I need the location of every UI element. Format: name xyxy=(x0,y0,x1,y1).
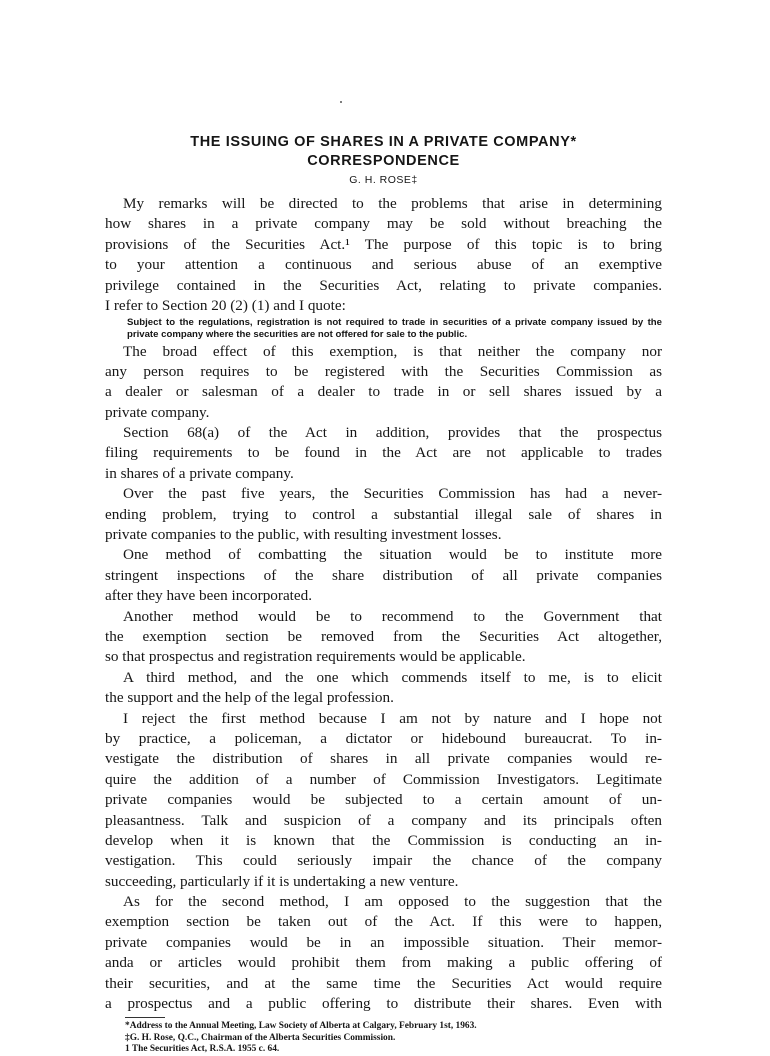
text-line: One method of combatting the situation would be to institute more xyxy=(123,546,662,564)
text-line: private company. xyxy=(105,403,210,421)
text-line: by practice, a policeman, a dictator or hidebound bureaucrat. To in- xyxy=(105,729,662,747)
paragraph xyxy=(105,342,662,424)
text-line: vestigation. This could seriously impair the chance of the company xyxy=(105,852,662,870)
title-line-1: THE ISSUING OF SHARES IN A PRIVATE COMPANY* xyxy=(190,134,577,150)
text-line: a prospectus and a public offering to distribute their shares. Even with xyxy=(105,995,662,1013)
paragraph xyxy=(105,545,662,606)
text-line: after they have been incorporated. xyxy=(105,587,313,605)
block-quote: Subject to the regulations, registration is not required to trade in securities of a private company issued by the private company where the securities are not offered for sale to the public. xyxy=(127,317,662,340)
text-line: My remarks will be directed to the problems that arise in determining xyxy=(123,195,662,212)
text-line: The broad effect of this exemption, is that neither the company nor xyxy=(123,342,662,360)
text-line: any person requires to be registered with the Securities Commission as xyxy=(105,362,662,380)
text-line: private companies would be subjected to a certain amount of un- xyxy=(105,791,662,809)
text-line: their securities, and at the same time the Securities Act would require xyxy=(105,974,662,992)
paragraph xyxy=(105,194,662,316)
paragraph xyxy=(105,607,662,668)
paragraph xyxy=(105,484,662,545)
paragraph xyxy=(105,423,662,484)
text-line: privilege contained in the Securities Act, relating to private companies. xyxy=(105,276,662,294)
text-line: pleasantness. Talk and suspicion of a company and its principals often xyxy=(105,811,662,829)
paragraph xyxy=(105,709,662,893)
text-line: I refer to Section 20 (2) (1) and I quote: xyxy=(105,296,346,314)
text-line: Over the past five years, the Securities Commission has had a never- xyxy=(123,485,662,503)
article-author: G. H. ROSE‡ xyxy=(349,174,418,186)
text-line: in shares of a private company. xyxy=(105,464,294,482)
title-line-2: CORRESPONDENCE xyxy=(307,153,460,169)
text-line: vestigate the distribution of shares in all private companies would re- xyxy=(105,750,662,768)
text-line: how shares in a private company may be sold without breaching the xyxy=(105,215,662,233)
text-line: private companies would be in an impossible situation. Their memor- xyxy=(105,933,662,951)
text-line: provisions of the Securities Act.¹ The purpose of this topic is to bring xyxy=(105,235,662,253)
text-line: so that prospectus and registration requirements would be applicable. xyxy=(105,648,526,666)
footnotes xyxy=(125,1021,662,1055)
text-line: the exemption section be removed from the Securities Act altogether, xyxy=(105,628,662,645)
footnote: 1 The Securities Act, R.S.A. 1955 c. 64. xyxy=(125,1044,280,1055)
paragraph xyxy=(105,892,662,1014)
text-line: develop when it is known that the Commission is conducting an in- xyxy=(105,831,662,849)
text-line: ending problem, trying to control a substantial illegal sale of shares in xyxy=(105,505,662,523)
text-line: anda or articles would prohibit them from making a public offering of xyxy=(105,954,662,972)
article-body xyxy=(105,194,662,1014)
text-line: filing requirements to be found in the Act are not applicable to trades xyxy=(105,444,662,462)
text-line: private companies to the public, with resulting investment losses. xyxy=(105,526,502,544)
scan-speck xyxy=(340,101,342,103)
footnote: *Address to the Annual Meeting, Law Society of Alberta at Calgary, February 1st, 1963. xyxy=(125,1021,477,1032)
text-line: As for the second method, I am opposed to the suggestion that the xyxy=(123,893,662,911)
text-line: I reject the first method because I am not by nature and I hope not xyxy=(123,709,662,727)
article-title xyxy=(105,133,662,171)
paragraph xyxy=(105,668,662,709)
footnote-rule xyxy=(125,1017,165,1018)
text-line: the support and the help of the legal profession. xyxy=(105,689,394,707)
text-line: exemption section be taken out of the Act. If this were to happen, xyxy=(105,913,662,931)
text-line: stringent inspections of the share distribution of all private companies xyxy=(105,566,662,584)
article-page xyxy=(105,133,662,1056)
text-line: quire the addition of a number of Commission Investigators. Legitimate xyxy=(105,770,662,788)
text-line: Section 68(a) of the Act in addition, provides that the prospectus xyxy=(123,424,662,442)
text-line: A third method, and the one which commends itself to me, is to elicit xyxy=(123,668,662,686)
text-line: Another method would be to recommend to the Government that xyxy=(123,607,662,625)
text-line: succeeding, particularly if it is undertaking a new venture. xyxy=(105,872,459,890)
text-line: a dealer or salesman of a dealer to trade in or sell shares issued by a xyxy=(105,383,662,401)
text-line: to your attention a continuous and serious abuse of an exemptive xyxy=(105,256,662,274)
footnote: ‡G. H. Rose, Q.C., Chairman of the Alberta Securities Commission. xyxy=(125,1032,396,1043)
